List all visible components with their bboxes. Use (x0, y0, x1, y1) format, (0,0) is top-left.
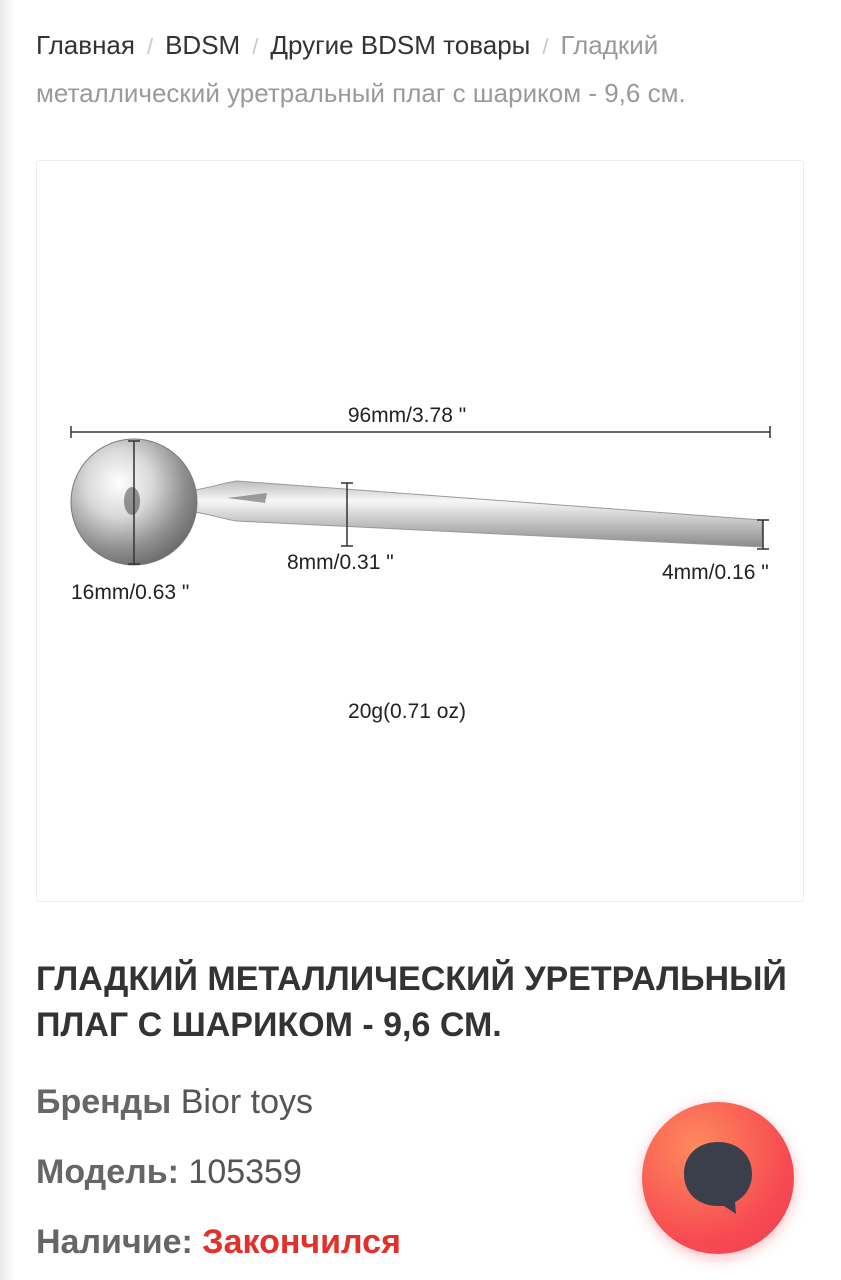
left-edge-shadow (0, 0, 14, 1280)
spec-stock (36, 1222, 401, 1262)
brand-link[interactable]: Bior toys (180, 1083, 313, 1121)
ball-label: 16mm/0.63 " (71, 581, 190, 604)
breadcrumb-separator: / (146, 34, 154, 59)
length-dimension (71, 426, 770, 438)
shaft-label: 8mm/0.31 " (287, 551, 394, 574)
product-image[interactable] (36, 160, 804, 902)
stock-status: Закончился (202, 1223, 401, 1261)
tip-label: 4mm/0.16 " (662, 561, 769, 584)
chat-button[interactable] (642, 1102, 794, 1254)
breadcrumb (36, 22, 796, 116)
ball-reflection (124, 487, 140, 515)
length-label: 96mm/3.78 " (347, 404, 467, 427)
plug-shaft (187, 481, 762, 547)
breadcrumb-item-home[interactable]: Главная (36, 30, 135, 60)
brand-label: Бренды (36, 1083, 172, 1121)
breadcrumb-item-other-bdsm[interactable]: Другие BDSM товары (270, 30, 531, 60)
spec-model (36, 1152, 302, 1192)
product-image-drawing (37, 161, 805, 903)
model-value: 105359 (188, 1153, 302, 1191)
breadcrumb-current: Гладкий металлический уретральный плаг с шариком - 9,6 см. (36, 30, 686, 108)
spec-brand (36, 1082, 313, 1122)
chat-bubble-icon (642, 1102, 794, 1254)
stock-label: Наличие: (36, 1223, 193, 1261)
breadcrumb-item-bdsm[interactable]: BDSM (165, 30, 241, 60)
weight-label: 20g(0.71 oz) (348, 700, 466, 723)
breadcrumb-separator: / (542, 34, 549, 59)
model-label: Модель: (36, 1153, 179, 1191)
product-title: ГЛАДКИЙ МЕТАЛЛИЧЕСКИЙ УРЕТРАЛЬНЫЙ ПЛАГ С ШАРИКОМ - 9,6 СМ. (36, 960, 787, 1044)
breadcrumb-separator: / (252, 34, 259, 59)
